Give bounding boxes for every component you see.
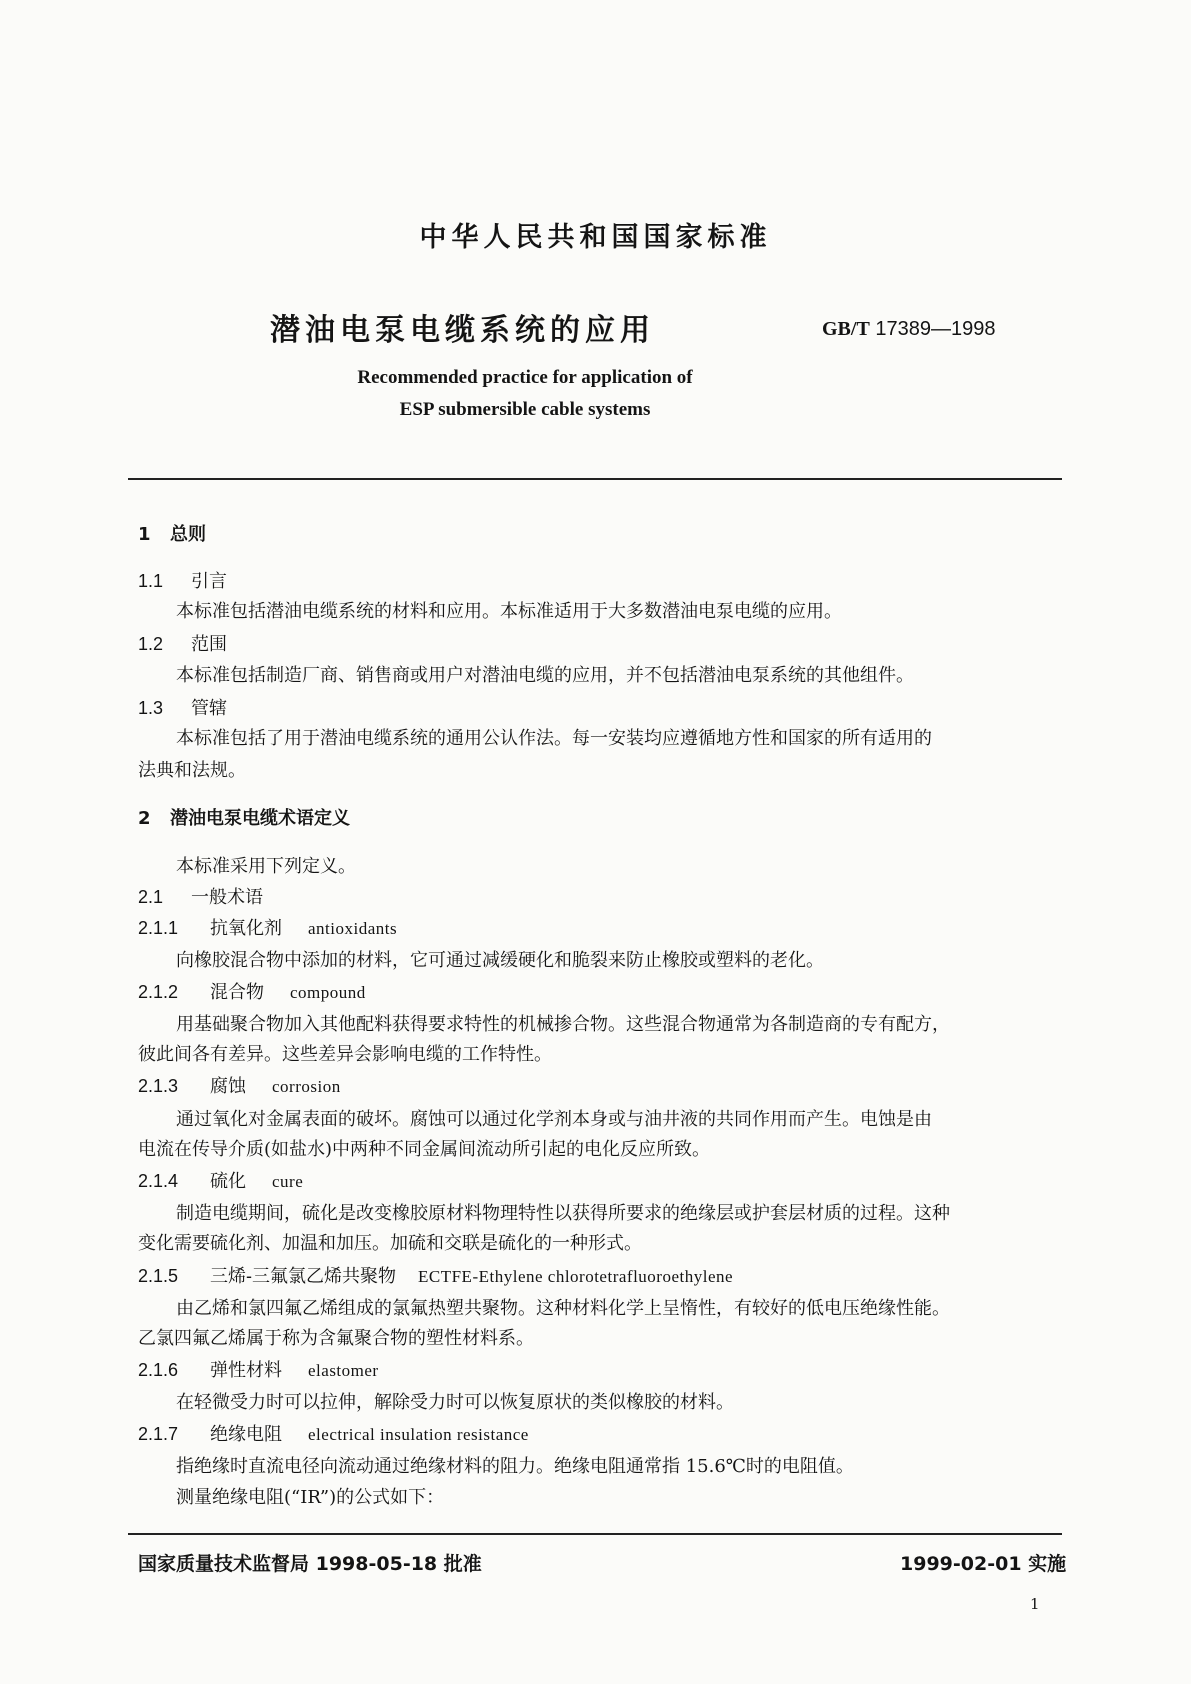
- section-title: 潜油电泵电缆术语定义: [170, 808, 350, 829]
- clause-number: 2.1: [138, 887, 164, 907]
- term-2-1-7-text-line1: 指绝缘时直流电径向流动通过绝缘材料的阻力。绝缘电阻通常指 15.6℃时的电阻值。: [176, 1456, 854, 1477]
- term-2-1-1-text: 向橡胶混合物中添加的材料，它可通过减缓硬化和脆裂来防止橡胶或塑料的老化。: [176, 950, 824, 971]
- term-2-1-1-heading: [138, 914, 397, 940]
- term-number: 2.1.2: [138, 982, 179, 1002]
- footer-rule: [128, 1533, 1062, 1535]
- term-2-1-4-text-line2: 变化需要硫化剂、加温和加压。加硫和交联是硫化的一种形式。: [138, 1233, 642, 1254]
- clause-title: 管辖: [191, 698, 227, 718]
- clause-title: 引言: [191, 571, 227, 591]
- clause-1-2-heading: [138, 630, 227, 656]
- term-en: cure: [272, 1172, 304, 1191]
- term-2-1-6-heading: [138, 1356, 379, 1382]
- term-2-1-7-heading: [138, 1420, 529, 1446]
- term-2-1-4-heading: [138, 1167, 303, 1193]
- standard-code: 17389—1998: [875, 318, 996, 340]
- clause-title: 范围: [191, 634, 227, 654]
- document-title-en-line2: ESP submersible cable systems: [399, 399, 651, 420]
- page-number: 1: [1030, 1595, 1040, 1613]
- section-2-heading: [138, 804, 350, 830]
- term-number: 2.1.1: [138, 918, 179, 938]
- term-2-1-6-text: 在轻微受力时可以拉伸，解除受力时可以恢复原状的类似橡胶的材料。: [176, 1392, 734, 1413]
- term-2-1-7-text-line2: 测量绝缘电阻(“IR”)的公式如下：: [176, 1487, 445, 1508]
- section-1-heading: [138, 520, 206, 546]
- term-2-1-4-text-line1: 制造电缆期间，硫化是改变橡胶原材料物理特性以获得所要求的绝缘层或护套层材质的过程。这种: [176, 1203, 950, 1224]
- term-cn: 腐蚀: [210, 1076, 246, 1096]
- document-title-cn: 潜油电泵电缆系统的应用: [270, 313, 655, 348]
- term-number: 2.1.6: [138, 1360, 179, 1380]
- term-2-1-2-text-line2: 彼此间各有差异。这些差异会影响电缆的工作特性。: [138, 1044, 552, 1065]
- section-title: 总则: [170, 524, 206, 545]
- term-en: elastomer: [308, 1361, 379, 1380]
- term-cn: 弹性材料: [210, 1360, 282, 1380]
- term-cn: 三烯-三氟氯乙烯共聚物: [210, 1266, 396, 1286]
- header-rule: [128, 478, 1062, 480]
- clause-2-1-heading: [138, 883, 263, 909]
- standard-number: [822, 318, 995, 341]
- term-en: antioxidants: [308, 919, 398, 938]
- national-standard-heading: 中华人民共和国国家标准: [419, 222, 772, 253]
- term-2-1-5-text-line2: 乙氯四氟乙烯属于称为含氟聚合物的塑性材料系。: [138, 1328, 534, 1349]
- clause-number: 1.3: [138, 698, 164, 718]
- clause-1-1-heading: [138, 567, 227, 593]
- term-en: ECTFE-Ethylene chlorotetrafluoroethylene: [418, 1267, 734, 1286]
- term-cn: 混合物: [210, 982, 264, 1002]
- clause-number: 1.2: [138, 634, 164, 654]
- term-2-1-3-text-line2: 电流在传导介质(如盐水)中两种不同金属间流动所引起的电化反应所致。: [138, 1139, 711, 1160]
- document-title-en-line1: Recommended practice for application of: [357, 367, 693, 388]
- section-number: 1: [138, 524, 151, 545]
- term-number: 2.1.3: [138, 1076, 179, 1096]
- clause-1-3-heading: [138, 694, 227, 720]
- clause-title: 一般术语: [191, 887, 263, 907]
- clause-1-2-text: 本标准包括制造厂商、销售商或用户对潜油电缆的应用，并不包括潜油电泵系统的其他组件。: [176, 665, 914, 686]
- clause-1-3-text-line2: 法典和法规。: [138, 760, 246, 781]
- term-en: corrosion: [272, 1077, 341, 1096]
- clause-1-1-text: 本标准包括潜油电缆系统的材料和应用。本标准适用于大多数潜油电泵电缆的应用。: [176, 601, 842, 622]
- term-2-1-2-text-line1: 用基础聚合物加入其他配料获得要求特性的机械掺合物。这些混合物通常为各制造商的专有配方，: [176, 1014, 950, 1035]
- term-number: 2.1.7: [138, 1424, 179, 1444]
- term-number: 2.1.4: [138, 1171, 179, 1191]
- term-2-1-5-heading: [138, 1262, 733, 1288]
- clause-number: 1.1: [138, 571, 164, 591]
- section-number: 2: [138, 808, 151, 829]
- effective-date: 1999-02-01 实施: [900, 1553, 1067, 1575]
- approval-date: 国家质量技术监督局 1998-05-18 批准: [138, 1553, 482, 1575]
- term-2-1-3-text-line1: 通过氧化对金属表面的破坏。腐蚀可以通过化学剂本身或与油井液的共同作用而产生。电蚀是由: [176, 1109, 932, 1130]
- standard-prefix: GB/T: [822, 318, 870, 340]
- clause-1-3-text-line1: 本标准包括了用于潜油电缆系统的通用公认作法。每一安装均应遵循地方性和国家的所有适用的: [176, 728, 932, 749]
- section-2-intro: 本标准采用下列定义。: [176, 856, 356, 877]
- term-en: electrical insulation resistance: [308, 1425, 529, 1444]
- term-2-1-5-text-line1: 由乙烯和氯四氟乙烯组成的氯氟热塑共聚物。这种材料化学上呈惰性，有较好的低电压绝缘性能。: [176, 1298, 950, 1319]
- term-2-1-2-heading: [138, 978, 366, 1004]
- term-number: 2.1.5: [138, 1266, 179, 1286]
- term-2-1-3-heading: [138, 1072, 341, 1098]
- term-en: compound: [290, 983, 366, 1002]
- term-cn: 抗氧化剂: [210, 918, 282, 938]
- term-cn: 硫化: [210, 1171, 246, 1191]
- term-cn: 绝缘电阻: [210, 1424, 282, 1444]
